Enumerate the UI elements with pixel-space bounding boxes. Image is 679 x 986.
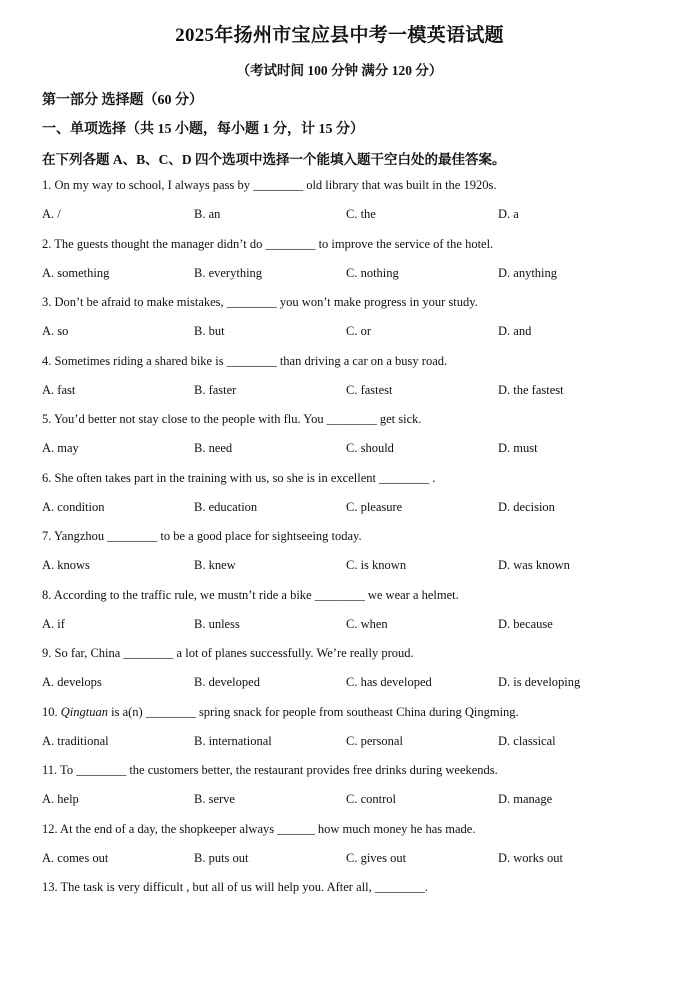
answer-option-d: D. decision: [498, 499, 555, 514]
question-stem: 3. Don’t be afraid to make mistakes, ________ you won’t make progress in your study.: [42, 295, 478, 309]
answer-option-a: A. something: [42, 265, 110, 280]
question-stem: 12. At the end of a day, the shopkeeper always ______ how much money he has made.: [42, 821, 476, 836]
answer-option-d: D. was known: [498, 558, 570, 572]
question-stem: 9. So far, China ________ a lot of planes successfully. We’re really proud.: [42, 646, 414, 660]
answer-option-a: A. may: [42, 441, 79, 455]
question-stem: 13. The task is very difficult , but all of us will help you. After all, ________.: [42, 880, 428, 894]
section-heading: 一、单项选择（共 15 小题，每小题 1 分，计 15 分）: [42, 122, 364, 137]
answer-option-d: D. works out: [498, 850, 563, 865]
answer-option-a: A. knows: [42, 558, 90, 572]
answer-option-b: B. an: [194, 207, 221, 221]
answer-option-d: D. must: [498, 441, 538, 455]
answer-option-c: C. when: [346, 616, 388, 631]
exam-subtitle: （考试时间 100 分钟 满分 120 分）: [236, 63, 443, 78]
answer-option-a: A. /: [42, 207, 61, 221]
answer-option-a: A. help: [42, 792, 79, 806]
answer-option-c: C. personal: [346, 733, 403, 748]
answer-option-d: D. is developing: [498, 675, 581, 689]
answer-option-c: C. is known: [346, 558, 407, 572]
answer-option-a: A. if: [42, 616, 65, 631]
page-title: 2025年扬州市宝应县中考一模英语试题: [175, 25, 504, 46]
answer-option-b: B. serve: [194, 792, 235, 806]
answer-option-b: B. knew: [194, 558, 236, 572]
answer-option-a: A. traditional: [42, 733, 109, 748]
answer-option-b: B. unless: [194, 616, 240, 631]
answer-option-c: C. the: [346, 207, 376, 221]
question-stem: 7. Yangzhou ________ to be a good place for sightseeing today.: [42, 529, 362, 543]
answer-option-b: B. everything: [194, 265, 263, 280]
question-stem: 8. According to the traffic rule, we mustn’t ride a bike ________ we wear a helmet.: [42, 587, 459, 602]
question-number: 10.: [42, 704, 61, 719]
question-stem: 1. On my way to school, I always pass by ________ old library that was built in the 1920s.: [42, 178, 497, 192]
answer-option-d: D. manage: [498, 792, 553, 806]
answer-option-d: D. and: [498, 324, 532, 338]
italic-term: Qingtuan: [60, 704, 108, 719]
question-stem: 2. The guests thought the manager didn’t do ________ to improve the service of the hotel.: [42, 236, 494, 251]
answer-option-a: A. comes out: [42, 850, 109, 865]
answer-option-d: D. a: [498, 207, 519, 221]
answer-option-a: A. fast: [42, 382, 76, 397]
part-heading: 第一部分 选择题（60 分）: [42, 93, 203, 108]
answer-option-b: B. puts out: [194, 850, 249, 865]
answer-option-d: D. anything: [498, 265, 558, 280]
answer-option-a: A. develops: [42, 675, 102, 689]
answer-option-d: D. the fastest: [498, 382, 564, 397]
answer-option-a: A. so: [42, 324, 69, 338]
answer-option-a: A. condition: [42, 499, 105, 514]
answer-option-c: C. pleasure: [346, 499, 403, 514]
answer-option-b: B. need: [194, 441, 233, 455]
answer-option-b: B. faster: [194, 382, 237, 397]
instruction-text: 在下列各题 A、B、C、D 四个选项中选择一个能填入题干空白处的最佳答案。: [42, 152, 506, 167]
answer-option-b: B. developed: [194, 675, 260, 689]
answer-option-b: B. international: [194, 733, 272, 748]
question-text: is a(n) ________ spring snack for people from southeast China during Qingming.: [107, 704, 519, 719]
answer-option-c: C. nothing: [346, 265, 399, 280]
answer-option-c: C. control: [346, 792, 396, 806]
answer-option-b: B. education: [194, 499, 258, 514]
answer-option-c: C. should: [346, 441, 394, 455]
answer-option-c: C. gives out: [346, 850, 407, 865]
answer-option-b: B. but: [194, 324, 225, 338]
question-stem: 4. Sometimes riding a shared bike is ________ than driving a car on a busy road.: [42, 353, 448, 368]
question-stem: 6. She often takes part in the training with us, so she is in excellent ________ .: [42, 470, 436, 485]
question-stem: 11. To ________ the customers better, the restaurant provides free drinks during weekends.: [42, 763, 498, 777]
answer-option-c: C. or: [346, 324, 371, 338]
answer-option-c: C. has developed: [346, 675, 432, 689]
answer-option-d: D. because: [498, 616, 553, 631]
answer-option-d: D. classical: [498, 733, 556, 748]
question-stem: 5. You’d better not stay close to the people with flu. You ________ get sick.: [42, 412, 422, 426]
answer-option-c: C. fastest: [346, 382, 393, 397]
question-stem: [42, 705, 519, 720]
